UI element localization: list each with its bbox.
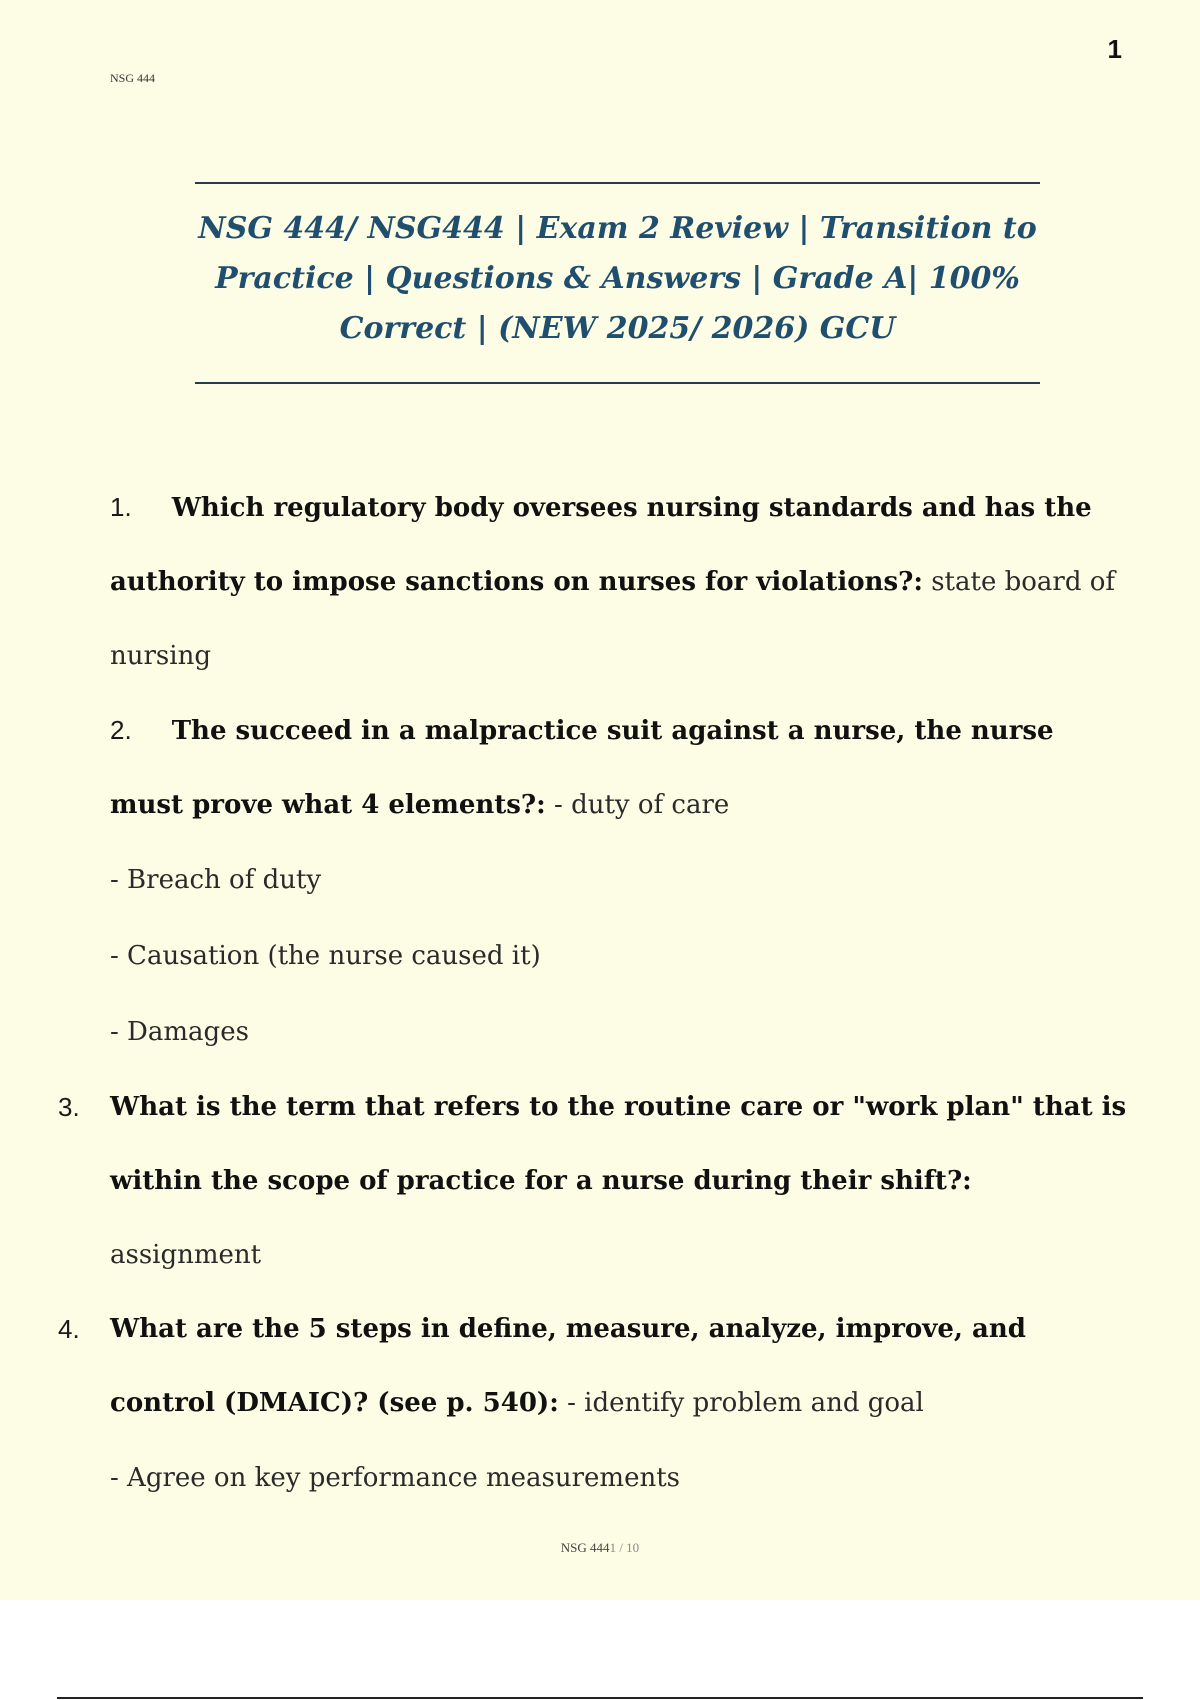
page-footer [0, 1540, 1200, 1556]
title-block [195, 182, 1040, 384]
answer-detail: - Damages [110, 1017, 249, 1047]
question-item [58, 1292, 1130, 1440]
question-item [110, 470, 1130, 693]
page-number: 1 [1107, 34, 1122, 64]
footer-page-info: 1 / 10 [609, 1540, 640, 1555]
question-number: 1. [110, 492, 132, 522]
answer-detail: - Breach of duty [110, 865, 322, 895]
question-number: 4. [58, 1314, 80, 1344]
question-list [58, 470, 1130, 1516]
question-text: What are the 5 steps in define, measure, analyze, improve, and control (DMAIC)? (see p. 540): [110, 1314, 1026, 1418]
answer-text: assignment [110, 1240, 262, 1270]
question-text: The succeed in a malpractice suit against a nurse, the nurse must prove what 4 elements?: [110, 716, 1054, 820]
footer-label: NSG 444 [560, 1540, 610, 1555]
document-title: NSG 444/ NSG444 | Exam 2 Review | Transition to Practice | Questions & Answers | Grade A| 100% Correct | (NEW 2025/ 2026) GCU [198, 211, 1037, 346]
answer-detail: - Causation (the nurse caused it) [110, 941, 541, 971]
question-item [110, 693, 1130, 842]
answer-text: state board of nursing [110, 567, 1116, 671]
question-number: 2. [110, 715, 132, 745]
question-text: What is the term that refers to the routine care or "work plan" that is within the scope of practice for a nurse during their shift?: [110, 1092, 1127, 1196]
bottom-divider [57, 1697, 1143, 1699]
answer-text: - duty of care [545, 790, 730, 820]
question-item [58, 1070, 1130, 1292]
question-text: Which regulatory body oversees nursing standards and has the authority to impose sanctions on nurses for violations?: [110, 493, 1092, 597]
answer-text: - identify problem and goal [558, 1388, 924, 1418]
answer-detail: - Agree on key performance measurements [110, 1463, 680, 1493]
running-header: NSG 444 [110, 71, 156, 85]
question-number: 3. [58, 1092, 80, 1122]
